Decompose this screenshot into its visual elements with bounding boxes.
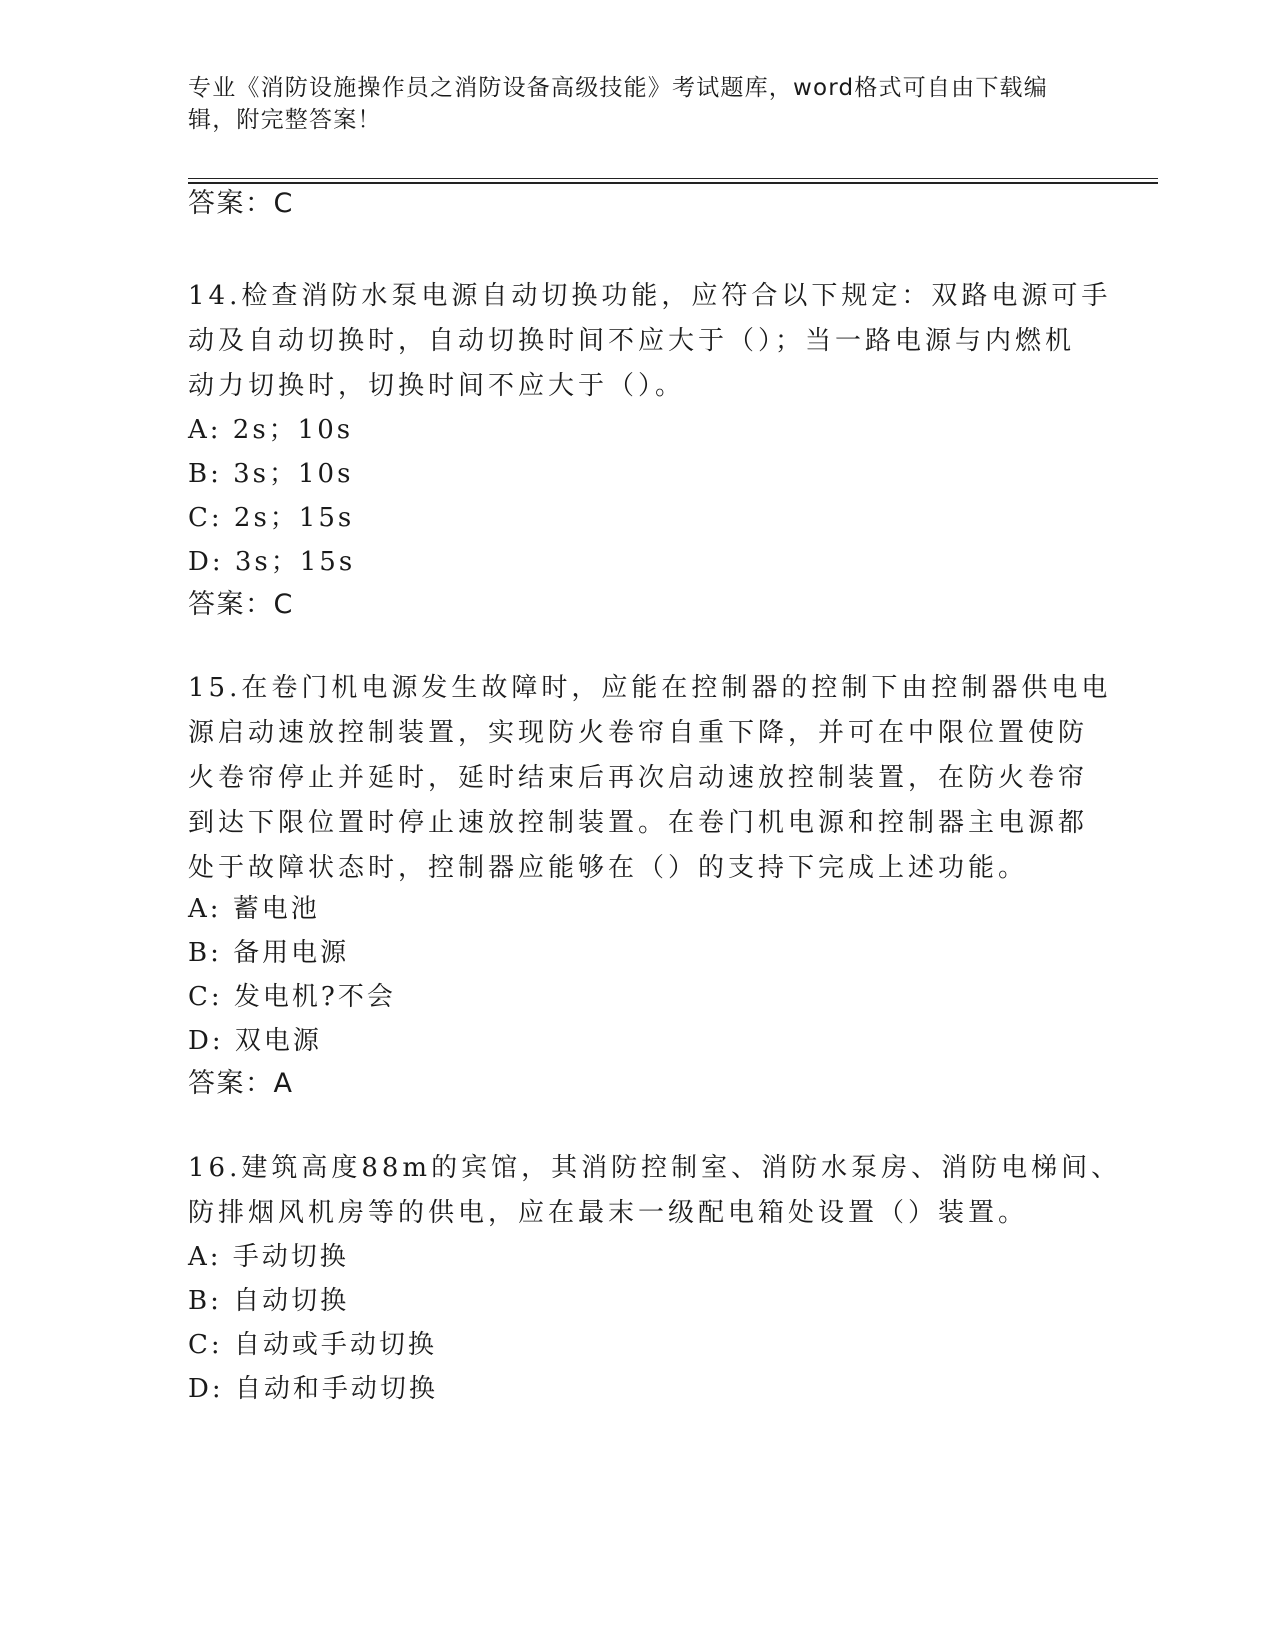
option-d: D: 自动和手动切换 xyxy=(188,1374,438,1404)
question-line: 处于故障状态时，控制器应能够在（）的支持下完成上述功能。 xyxy=(188,853,1029,883)
question-line: 源启动速放控制装置，实现防火卷帘自重下降，并可在中限位置使防 xyxy=(188,718,1089,748)
previous-answer: 答案：C xyxy=(188,188,294,219)
option-b: B: 自动切换 xyxy=(188,1286,350,1316)
option-d: D: 3s；15s xyxy=(188,547,356,577)
question-line: 到达下限位置时停止速放控制装置。在卷门机电源和控制器主电源都 xyxy=(188,808,1089,838)
option-c: C: 发电机?不会 xyxy=(188,982,396,1012)
question-line: 动及自动切换时，自动切换时间不应大于（）；当一路电源与内燃机 xyxy=(188,326,1076,356)
option-a: A: 2s；10s xyxy=(188,415,354,445)
option-c: C: 自动或手动切换 xyxy=(188,1330,437,1360)
option-b: B: 3s；10s xyxy=(188,459,354,489)
question-line: 火卷帘停止并延时，延时结束后再次启动速放控制装置，在防火卷帘 xyxy=(188,763,1089,793)
question-line: 动力切换时，切换时间不应大于（）。 xyxy=(188,371,686,401)
question-16 xyxy=(188,1146,1122,1236)
header-divider-thin xyxy=(188,178,1158,179)
question-line: 防排烟风机房等的供电，应在最末一级配电箱处设置（）装置。 xyxy=(188,1198,1029,1228)
header-line-1: 专业《消防设施操作员之消防设备高级技能》考试题库，word格式可自由下载编 xyxy=(188,75,1048,101)
option-a: A: 手动切换 xyxy=(188,1242,349,1272)
document-header xyxy=(188,72,1068,136)
option-c: C: 2s；15s xyxy=(188,503,355,533)
option-d: D: 双电源 xyxy=(188,1026,322,1056)
header-line-2: 辑，附完整答案！ xyxy=(188,107,382,133)
option-a: A: 蓄电池 xyxy=(188,894,320,924)
question-15 xyxy=(188,666,1112,891)
option-b: B: 备用电源 xyxy=(188,938,350,968)
question-line: 15.在卷门机电源发生故障时，应能在控制器的控制下由控制器供电电 xyxy=(188,673,1112,703)
question-14 xyxy=(188,274,1112,409)
question-line: 14.检查消防水泵电源自动切换功能，应符合以下规定：双路电源可手 xyxy=(188,281,1112,311)
answer: 答案：C xyxy=(188,589,294,620)
question-line: 16.建筑高度88m的宾馆，其消防控制室、消防水泵房、消防电梯间、 xyxy=(188,1153,1122,1183)
header-divider-thick xyxy=(188,182,1158,184)
answer: 答案：A xyxy=(188,1068,294,1099)
